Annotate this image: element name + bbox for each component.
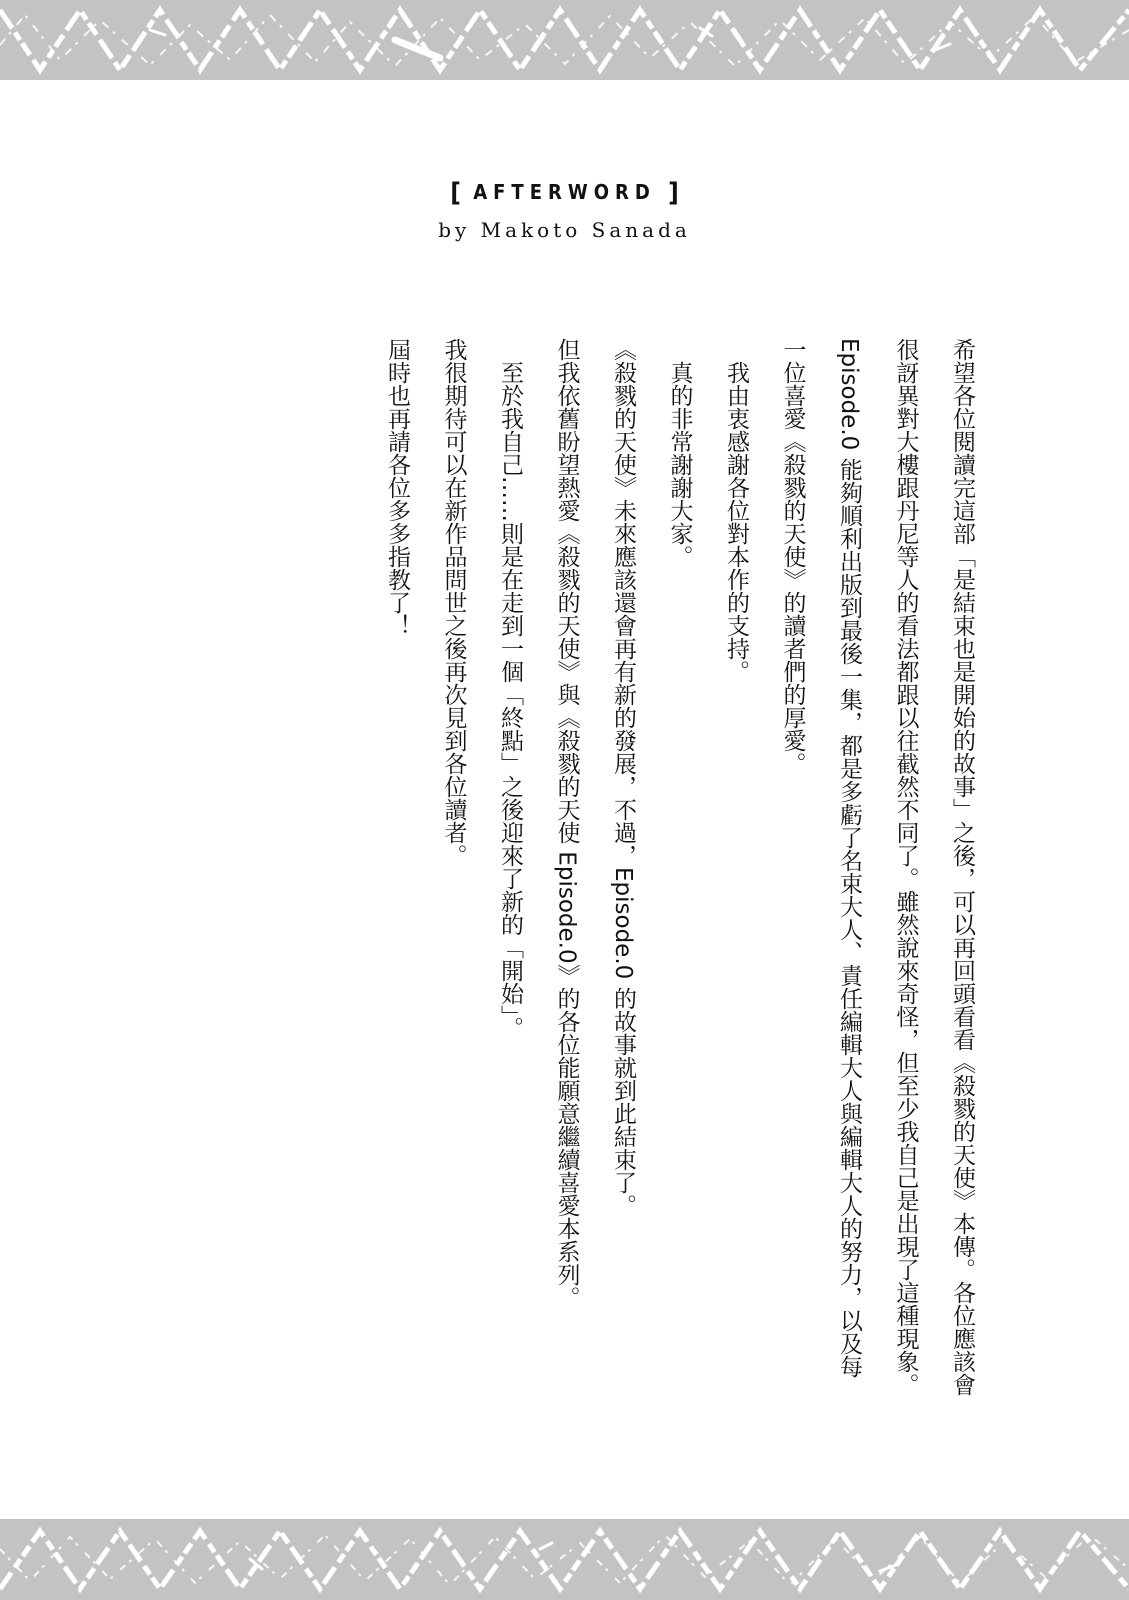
- afterword-heading: [0, 178, 1129, 208]
- paragraph-6: 但我依舊盼望熱愛《殺戮的天使》與《殺戮的天使 Episode.0》的各位能願意繼續喜愛本系列。: [553, 338, 580, 1309]
- heading-bracket-close: ]: [668, 178, 679, 208]
- author-byline: by Makoto Sanada: [438, 218, 691, 242]
- top-decorative-band: [0, 0, 1129, 80]
- vertical-body-text: [100, 338, 990, 1398]
- paragraph-1: 希望各位閱讀完這部「是結束也是開始的故事」之後，可以再回頭看看《殺戮的天使》本傳。各位應該會很訝異對大樓跟丹尼等人的看法都跟以往截然不同了。雖然說來奇怪，但至少我自己是出現了這種現象。: [892, 338, 975, 1396]
- paragraph-5: 《殺戮的天使》未來應該還會再有新的發展，不過，Episode.0 的故事就到此結束了。: [610, 338, 636, 1217]
- heading-title: AFTERWORD: [473, 180, 656, 204]
- paragraph-3: 我由衷感謝各位對本作的支持。: [723, 361, 749, 683]
- top-zigzag-pattern: [0, 0, 1129, 80]
- heading-bracket-open: [: [450, 178, 461, 208]
- paragraph-8: 我很期待可以在新作品問世之後再次見到各位讀者。: [440, 338, 467, 867]
- paragraph-2: Episode.0 能夠順利出版到最後一集，都是多虧了名束大人、責任編輯大人與編輯大人的努力，以及每一位喜愛《殺戮的天使》的讀者們的厚愛。: [779, 338, 862, 1378]
- bottom-zigzag-pattern: [0, 1519, 1129, 1600]
- bottom-decorative-band: [0, 1519, 1129, 1600]
- paragraph-4: 真的非常謝謝大家。: [666, 361, 693, 568]
- paragraph-9: 屆時也再請各位多多指教了！: [384, 338, 410, 637]
- paragraph-7: 至於我自己……則是在走到一個「終點」之後迎來了新的「開始」。: [497, 361, 523, 1040]
